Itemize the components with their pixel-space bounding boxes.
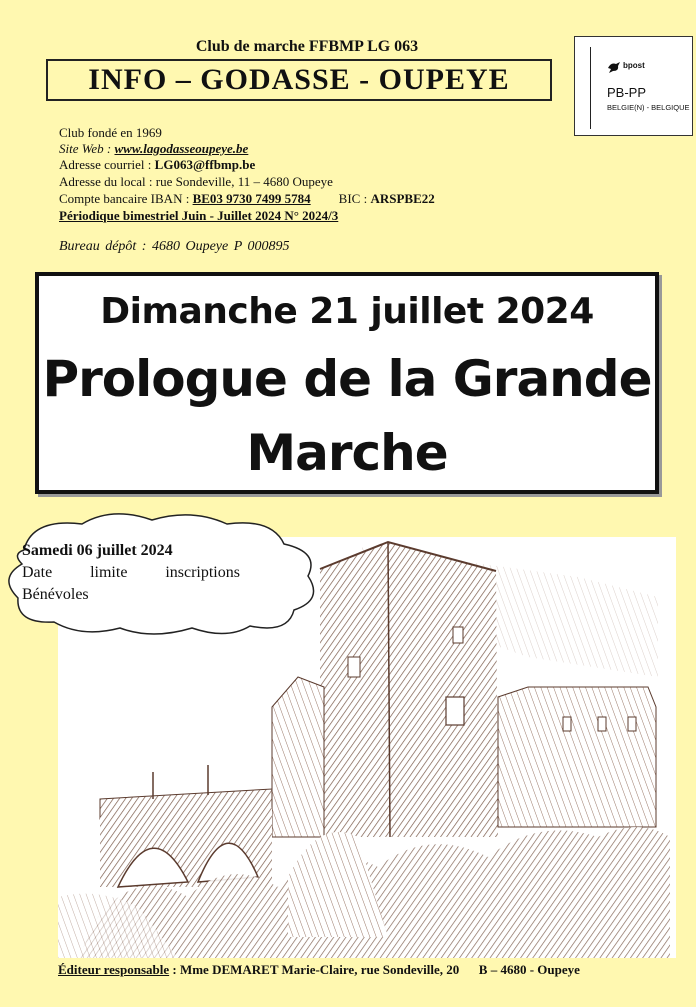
event-date: Dimanche 21 juillet 2024: [100, 291, 594, 332]
bank-line: [59, 191, 435, 207]
cloud-text: [22, 540, 240, 606]
cloud-line-volunteers: Bénévoles: [22, 586, 89, 603]
email-line: [59, 157, 255, 173]
iban-label: Compte bancaire IBAN :: [59, 191, 193, 206]
stamp-code: PB-PP: [607, 85, 647, 100]
cloud-line-deadline: [22, 562, 240, 584]
iban-value: BE03 9730 7499 5784: [192, 191, 311, 206]
editor-text: : Mme DEMARET Marie-Claire, rue Sondeville, 20 B – 4680 - Oupeye: [169, 962, 580, 977]
website-line: [59, 141, 248, 157]
email-label: Adresse courriel :: [59, 157, 155, 172]
address-text: Adresse du local : rue Sondeville, 11 – 4680 Oupeye: [59, 174, 333, 189]
bpost-brand: bpost: [623, 61, 645, 70]
bic-label: BIC :: [338, 191, 371, 206]
cloud-word: limite: [90, 564, 128, 581]
event-title-line2: Marche: [246, 424, 448, 482]
postage-stamp: [574, 36, 693, 136]
bic-value: ARSPBE22: [370, 191, 435, 206]
cloud-date: Samedi 06 juillet 2024: [22, 542, 173, 559]
club-title: Club de marche FFBMP LG 063: [195, 38, 419, 55]
newsletter-title: INFO – GODASSE - OUPEYE: [46, 59, 552, 101]
stamp-country: BELGIE(N) - BELGIQUE: [607, 103, 690, 112]
periodical-text: Périodique bimestriel Juin - Juillet 2024 N° 2024/3: [59, 208, 339, 223]
bpost-logo-icon: [607, 59, 623, 75]
website-link[interactable]: www.lagodasseoupeye.be: [114, 141, 249, 156]
website-label: Site Web :: [59, 141, 115, 156]
footer-editor: [58, 962, 580, 978]
email-link[interactable]: LG063@ffbmp.be: [154, 157, 256, 172]
cloud-word: Date: [22, 564, 53, 581]
event-banner: [35, 272, 659, 494]
editor-label: Éditeur responsable: [58, 962, 170, 977]
founded-text: Club fondé en 1969: [59, 125, 162, 140]
event-title-line1: Prologue de la Grande: [42, 350, 652, 408]
cloud-word: inscriptions: [165, 564, 240, 581]
bureau-depot: Bureau dépôt : 4680 Oupeye P 000895: [59, 239, 290, 254]
